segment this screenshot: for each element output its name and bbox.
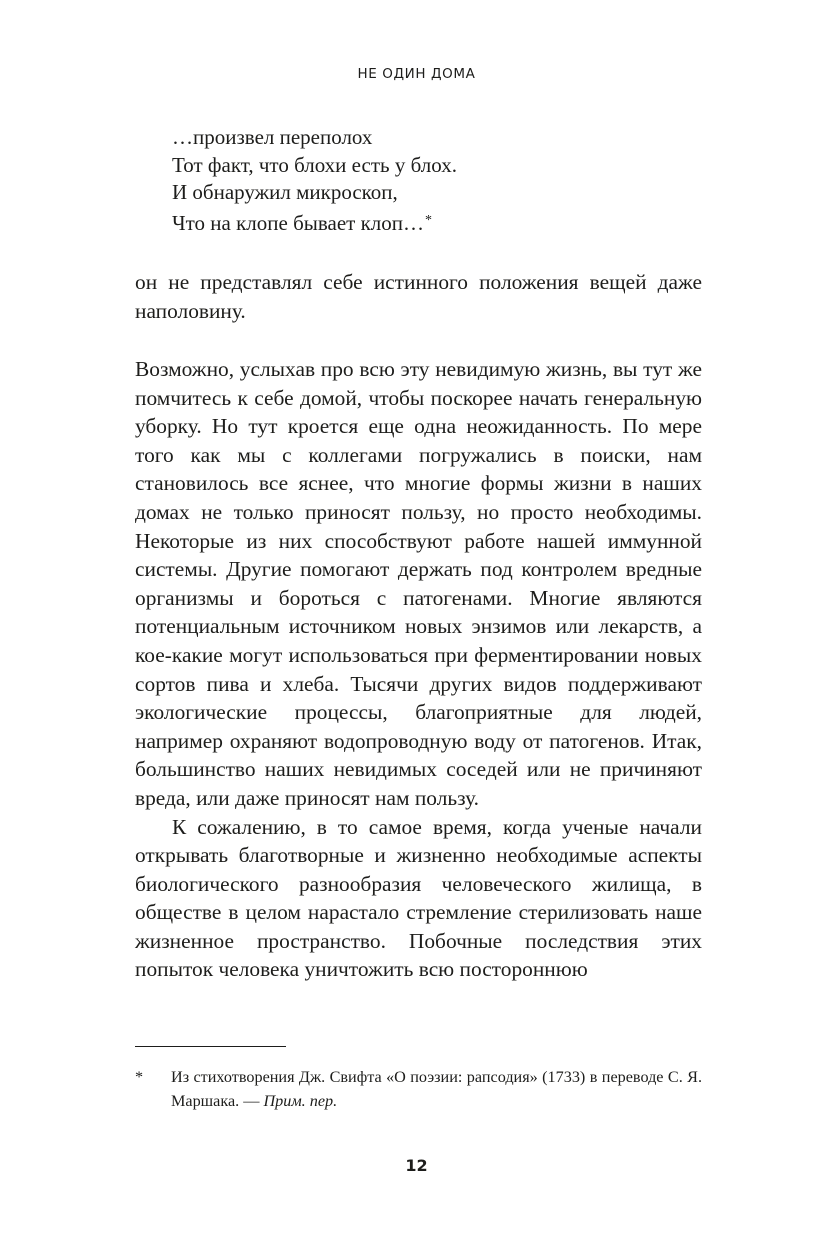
footnote-translator-note: Прим. пер. (263, 1091, 338, 1110)
verse-line: Тот факт, что блохи есть у блох. (172, 152, 457, 177)
running-head: НЕ ОДИН ДОМА (357, 66, 476, 82)
footnote-mark: * (135, 1068, 144, 1086)
footnote-reference-mark: * (425, 212, 433, 228)
footnote-text (171, 1066, 702, 1114)
verse-line-text: Что на клопе бывает клоп… (172, 210, 425, 235)
footnote-divider (135, 1046, 286, 1047)
paragraph: К сожалению, в то самое время, когда ученые начали открывать благотворные и жизненно необходимые аспекты биологического разнообразия человеческого жилища, в обществе в целом нарастало стремление стерилизовать наше жизненное пространство. Побочные последствия этих попыток человека уничтожить всю постороннюю (135, 814, 702, 982)
continuation-paragraph (135, 268, 702, 325)
paragraph: Возможно, услыхав про всю эту невидимую жизнь, вы тут же помчитесь к себе домой, чтобы поскорее начать генеральную уборку. Но тут кроется еще одна неожиданность. По мере того как мы с коллегами погружались в поиски, нам становилось все яснее, что многие формы жизни в наших домах не только приносят пользу, но просто необходимы. Некоторые из них способствуют работе нашей иммунной системы. Другие помогают держать под контролем вредные организмы и бороться с патогенами. Многие являются потенциальным источником новых энзимов или лекарств, а кое-какие могут использоваться при ферментировании новых сортов пива и хлеба. Тысячи других видов поддерживают экологические процессы, благоприятные для людей, например охраняют водопроводную воду от патогенов. Итак, большинство наших невидимых соседей или не причиняют вреда, или даже приносят нам пользу. (135, 357, 702, 810)
verse-line: …произвел переполох (172, 125, 373, 149)
footnote-body: Из стихотворения Дж. Свифта «О поэзии: рапсодия» (1733) в переводе С. Я. Маршака. — (171, 1068, 702, 1110)
verse-line: И обнаружил микроскоп, (172, 180, 398, 204)
verse-quote (172, 124, 712, 237)
page-number: 12 (405, 1156, 428, 1175)
main-text (135, 355, 702, 984)
verse-line-last (172, 207, 712, 238)
paragraph: он не представлял себе истинного положения вещей даже наполовину. (135, 270, 702, 323)
footnote (135, 1066, 702, 1114)
